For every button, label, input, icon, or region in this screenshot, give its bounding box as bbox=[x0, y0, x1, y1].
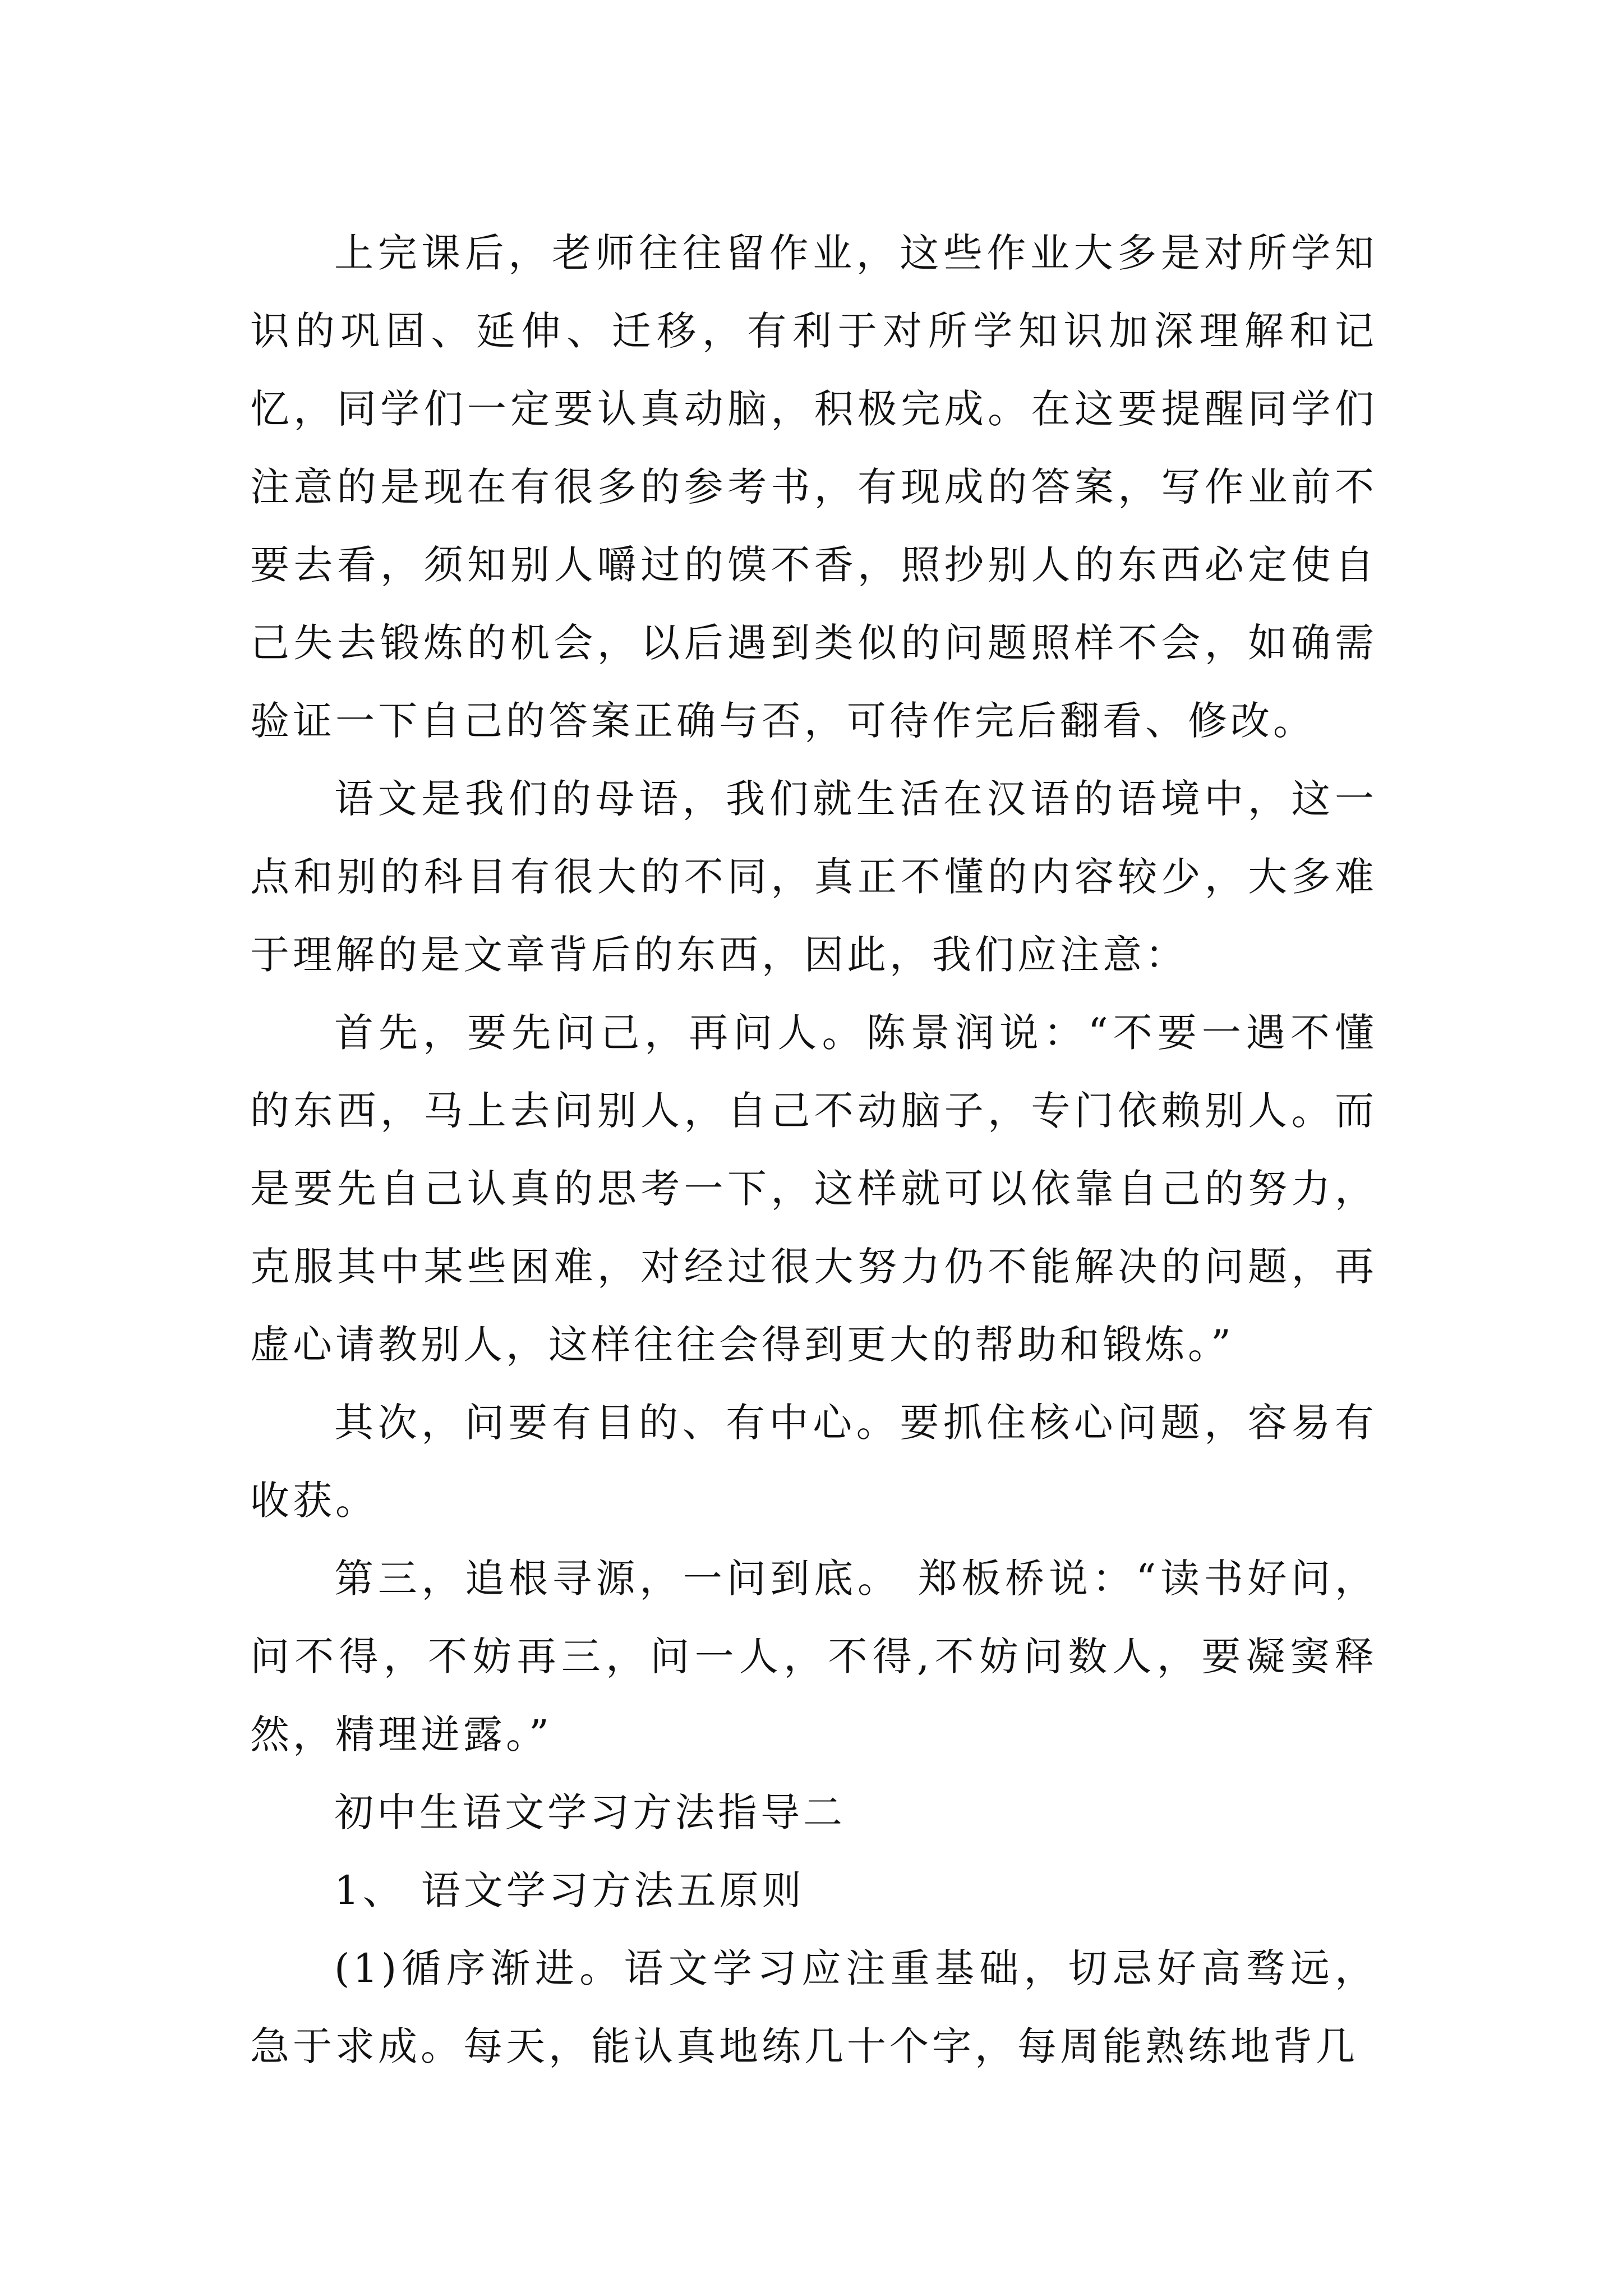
paragraph-homework: 上完课后，老师往往留作业，这些作业大多是对所学知识的巩固、延伸、迁移，有利于对所学知识加深理解和记忆，同学们一定要认真动脑，积极完成。在这要提醒同学们注意的是现在有很多的参考书，有现成的答案，写作业前不要去看，须知别人嚼过的馍不香，照抄别人的东西必定使自己失去锻炼的机会，以后遇到类似的问题照样不会，如确需验证一下自己的答案正确与否，可待作完后翻看、修改。 bbox=[250, 230, 1377, 744]
paragraph-second: 其次，问要有目的、有中心。要抓住核心问题，容易有收获。 bbox=[250, 1400, 1377, 1524]
section-title: 初中生语文学习方法指导二 bbox=[334, 1789, 846, 1835]
paragraph-principle-1: (1)循序渐进。语文学习应注重基础，切忌好高骛远，急于求成。每天，能认真地练几十个字，每周能熟练地背几 bbox=[250, 1945, 1377, 2069]
paragraph-third: 第三，追根寻源，一问到底。 郑板桥说：“读书好问，问不得，不妨再三，问一人，不得,不妨问数人，要凝窦释然，精理迸露。” bbox=[250, 1556, 1377, 1757]
paragraph-mother-tongue: 语文是我们的母语，我们就生活在汉语的语境中，这一点和别的科目有很大的不同，真正不懂的内容较少，大多难于理解的是文章背后的东西，因此，我们应注意： bbox=[250, 776, 1377, 978]
paragraph-first: 首先，要先问己，再问人。陈景润说：“不要一遇不懂的东西，马上去问别人，自己不动脑子，专门依赖别人。而是要先自己认真的思考一下，这样就可以依靠自己的努力，克服其中某些困难，对经过很大努力仍不能解决的问题，再虚心请教别人，这样往往会得到更大的帮助和锻炼。” bbox=[250, 1010, 1377, 1368]
subsection-title: 1、 语文学习方法五原则 bbox=[334, 1867, 805, 1913]
document-body bbox=[250, 214, 1377, 2086]
